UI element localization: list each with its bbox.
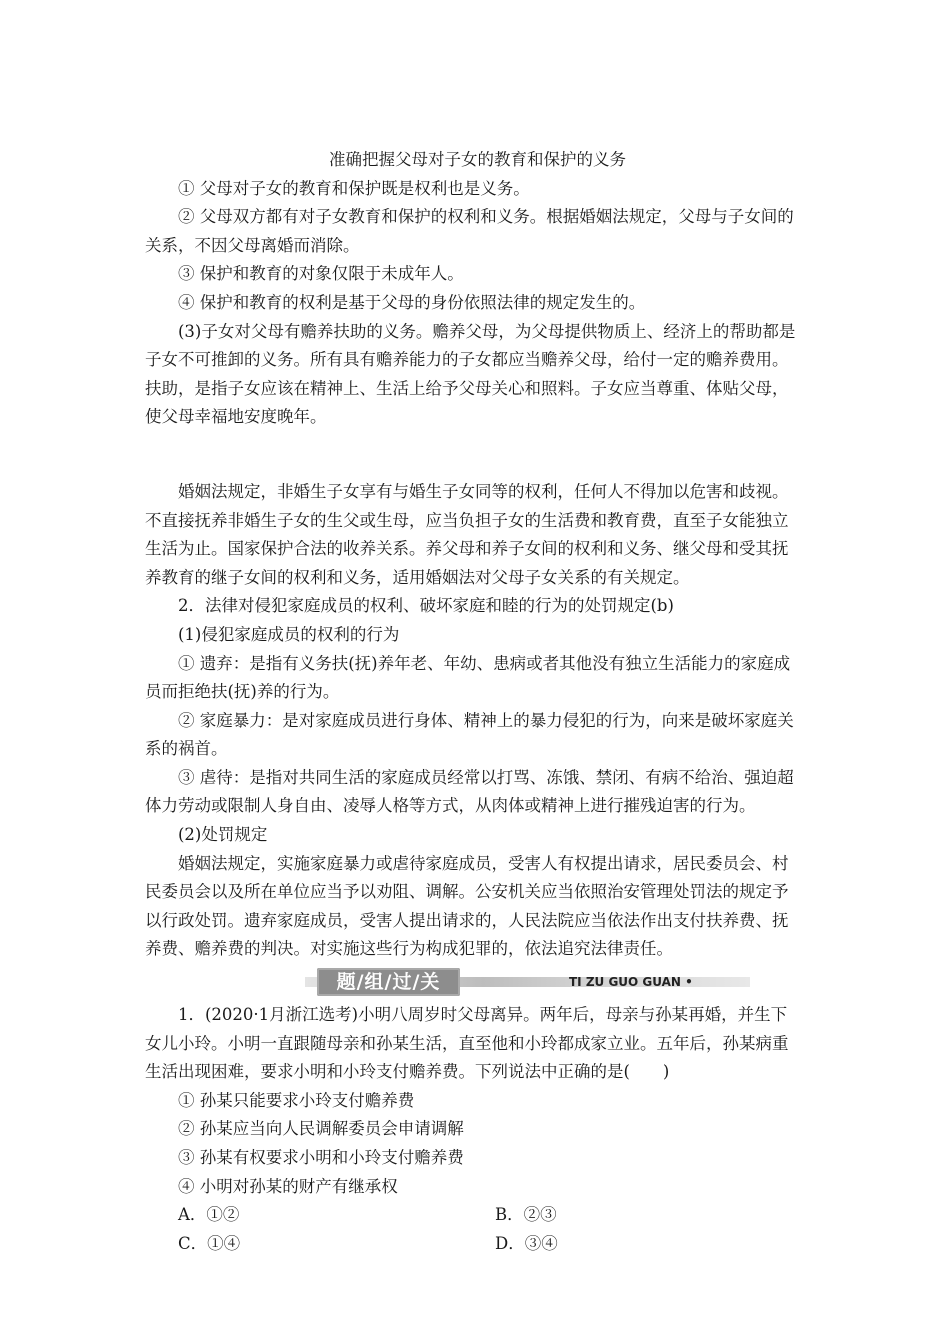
heading-2: 2．法律对侵犯家庭成员的权利、破坏家庭和睦的行为的处罚规定(b) [178,596,674,616]
abandon-line-1: ① 遗弃：是指有义务扶(抚)养年老、年幼、患病或者其他没有独立生活能力的家庭成 [178,653,791,673]
point-4: ④ 保护和教育的权利是基于父母的身份依照法律的规定发生的。 [178,292,646,312]
question-stem-line-3: 生活出现困难，要求小明和小玲支付赡养费。下列说法中正确的是( ) [145,1062,670,1082]
abuse-line-2: 体力劳动或限制人身自由、凌辱人格等方式，从肉体或精神上进行摧残迫害的行为。 [145,796,756,816]
document-page [145,146,810,1258]
statement-2: ② 孙某应当向人民调解委员会申请调解 [178,1119,464,1139]
para-support-line-3: 扶助，是指子女应该在精神上、生活上给予父母关心和照料。子女应当尊重、体贴父母， [145,378,789,398]
para-support-line-4: 使父母幸福地安度晚年。 [145,407,327,427]
para-support-line-2: 子女不可推卸的义务。所有具有赡养能力的子女都应当赡养父母，给付一定的赡养费用。 [145,350,789,370]
para-law-line-2: 不直接抚养非婚生子女的生父或生母，应当负担子女的生活费和教育费，直至子女能独立 [145,510,789,530]
paragraph-gap [145,432,810,478]
subheading-2: (2)处罚规定 [178,825,268,845]
section-banner [145,968,810,996]
penalty-line-3: 以行政处罚。遗弃家庭成员，受害人提出请求的，人民法院应当依法作出支付扶养费、抚 [145,910,789,930]
banner-english-label: TI ZU GUO GUAN • [569,975,693,990]
para-law-line-4: 养教育的继子女间的权利和义务，适用婚姻法对父母子女关系的有关规定。 [145,567,690,587]
violence-line-1: ② 家庭暴力：是对家庭成员进行身体、精神上的暴力侵犯的行为，向来是破坏家庭关 [178,710,794,730]
abandon-line-2: 员而拒绝扶(抚)养的行为。 [145,682,340,702]
statement-4: ④ 小明对孙某的财产有继承权 [178,1176,398,1196]
violence-line-2: 系的祸首。 [145,739,228,759]
banner-label: 题/组/过/关 [317,968,460,996]
question-stem-line-1: 1．(2020·1月浙江选考)小明八周岁时父母离异。两年后，母亲与孙某再婚，并生下 [178,1005,788,1025]
penalty-line-4: 养费、赡养费的判决。对实施这些行为构成犯罪的，依法追究法律责任。 [145,939,673,959]
option-b: B．②③ [495,1205,557,1225]
option-a: A．①② [178,1205,240,1225]
abuse-line-1: ③ 虐待：是指对共同生活的家庭成员经常以打骂、冻饿、禁闭、有病不给治、强迫超 [178,767,794,787]
statement-3: ③ 孙某有权要求小明和小玲支付赡养费 [178,1148,464,1167]
point-3: ③ 保护和教育的对象仅限于未成年人。 [178,264,464,284]
question-stem-line-2: 女儿小玲。小明一直跟随母亲和孙某生活，直至他和小玲都成家立业。五年后，孙某病重 [145,1033,789,1053]
penalty-line-1: 婚姻法规定，实施家庭暴力或虐待家庭成员，受害人有权提出请求，居民委员会、村 [178,853,789,873]
para-law-line-3: 生活为止。国家保护合法的收养关系。养父母和养子女间的权利和义务、继父母和受其抚 [145,539,789,559]
point-1: ① 父母对子女的教育和保护既是权利也是义务。 [178,178,530,198]
section-title: 准确把握父母对子女的教育和保护的义务 [329,150,626,169]
para-law-line-1: 婚姻法规定，非婚生子女享有与婚生子女同等的权利，任何人不得加以危害和歧视。 [178,481,789,501]
penalty-line-2: 民委员会以及所在单位应当予以劝阻、调解。公安机关应当依照治安管理处罚法的规定予 [145,882,789,902]
statement-1: ① 孙某只能要求小玲支付赡养费 [178,1090,415,1110]
point-2: ② 父母双方都有对子女教育和保护的权利和义务。根据婚姻法规定，父母与子女间的 [178,207,794,227]
subheading-1: (1)侵犯家庭成员的权利的行为 [178,624,400,644]
options-row-2 [145,1230,810,1259]
option-c: C．①④ [178,1233,241,1253]
options-row-1 [145,1201,810,1230]
para-support-line-1: (3)子女对父母有赡养扶助的义务。赡养父母，为父母提供物质上、经济上的帮助都是 [178,321,796,341]
option-d: D．③④ [495,1233,558,1253]
point-2-continued: 关系，不因父母离婚而消除。 [145,235,360,255]
